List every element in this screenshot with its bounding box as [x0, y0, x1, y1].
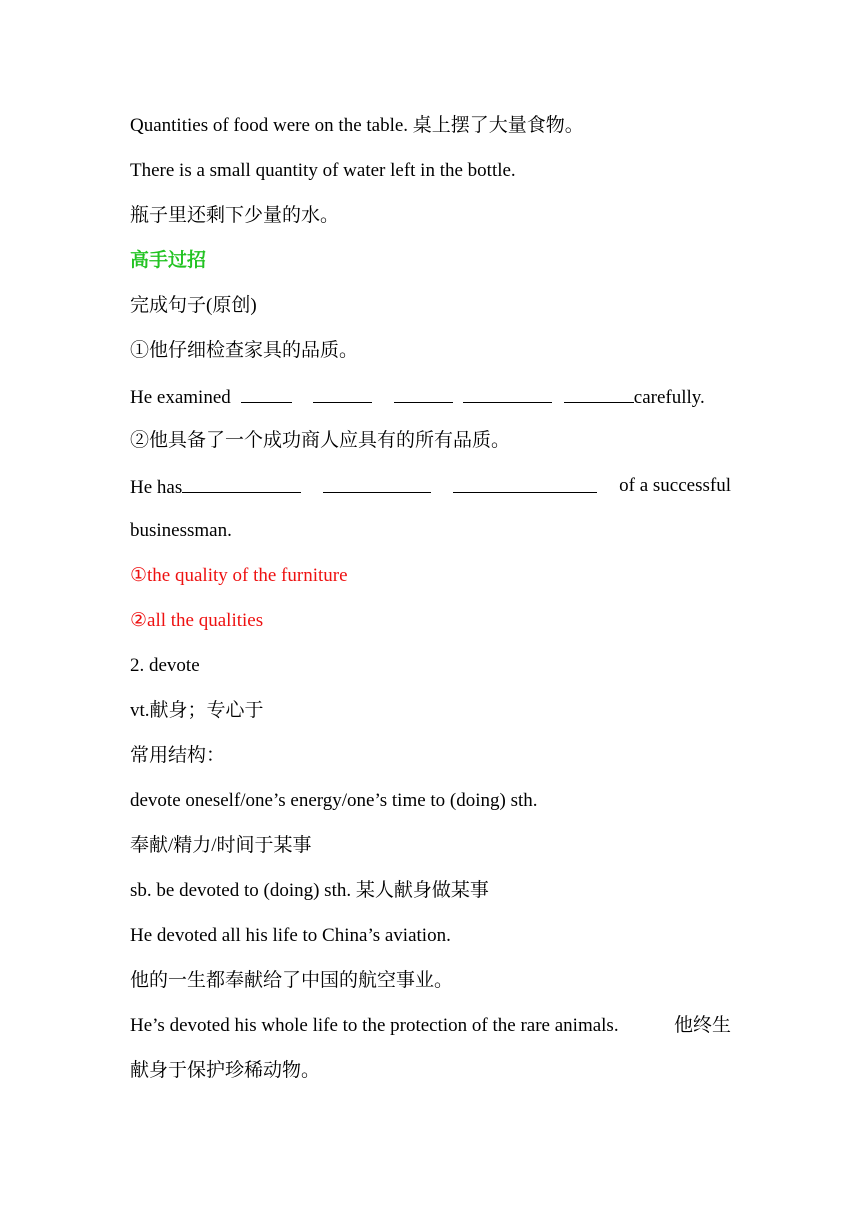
example-translation-aviation: 他的一生都奉献给了中国的航空事业。 [130, 970, 454, 991]
exercise-sentence-1-start: He examined [130, 387, 231, 408]
common-structures-label: 常用结构： [130, 745, 226, 766]
example-sentence-rare-animals-continued: 献身于保护珍稀动物。 [130, 1060, 321, 1081]
vocab-heading-devote: 2. devote [130, 655, 200, 676]
exercise-sentence-1-end: carefully. [633, 387, 705, 408]
answer-blank[interactable] [564, 384, 634, 403]
example-sentence-rare-animals [130, 1014, 731, 1038]
example-translation-water: 瓶子里还剩下少量的水。 [130, 205, 340, 226]
section-heading-practice: 高手过招 [130, 250, 207, 271]
exercise-prompt-1: ①他仔细检查家具的品质。 [130, 340, 359, 361]
exercise-sentence-2-continued: businessman. [130, 520, 232, 541]
structure-1-translation: 奉献/精力/时间于某事 [130, 835, 312, 856]
exercise-sentence-1 [130, 384, 705, 410]
answer-blank[interactable] [313, 384, 372, 403]
exercise-prompt-2: ②他具备了一个成功商人应具有的所有品质。 [130, 430, 511, 451]
answer-blank[interactable] [323, 474, 431, 493]
answer-blank[interactable] [241, 384, 292, 403]
answer-blank[interactable] [463, 384, 552, 403]
answer-blank[interactable] [182, 474, 301, 493]
answer-blank[interactable] [453, 474, 597, 493]
exercise-sentence-2-end: of a successful [619, 475, 731, 496]
exercise-instruction: 完成句子(原创) [130, 295, 257, 316]
answer-blank[interactable] [394, 384, 453, 403]
exercise-sentence-2-start: He has [130, 474, 301, 500]
example-sentence-quantities: Quantities of food were on the table. 桌上摆了大量食物。 [130, 115, 584, 136]
answer-2: ②all the qualities [130, 610, 264, 631]
example-sentence-rare-animals-en: He’s devoted his whole life to the protection of the rare animals. [130, 1015, 619, 1036]
answer-1: ①the quality of the furniture [130, 565, 348, 586]
exercise-sentence-2 [130, 474, 731, 500]
example-sentence-aviation: He devoted all his life to China’s aviation. [130, 925, 451, 946]
structure-2: sb. be devoted to (doing) sth. 某人献身做某事 [130, 880, 489, 901]
example-sentence-rare-animals-zh-start: 他终生 [673, 1015, 731, 1036]
vocab-definition: vt.献身；专心于 [130, 700, 264, 721]
structure-1: devote oneself/one’s energy/one’s time to (doing) sth. [130, 790, 538, 811]
example-sentence-small-quantity: There is a small quantity of water left in the bottle. [130, 160, 516, 181]
